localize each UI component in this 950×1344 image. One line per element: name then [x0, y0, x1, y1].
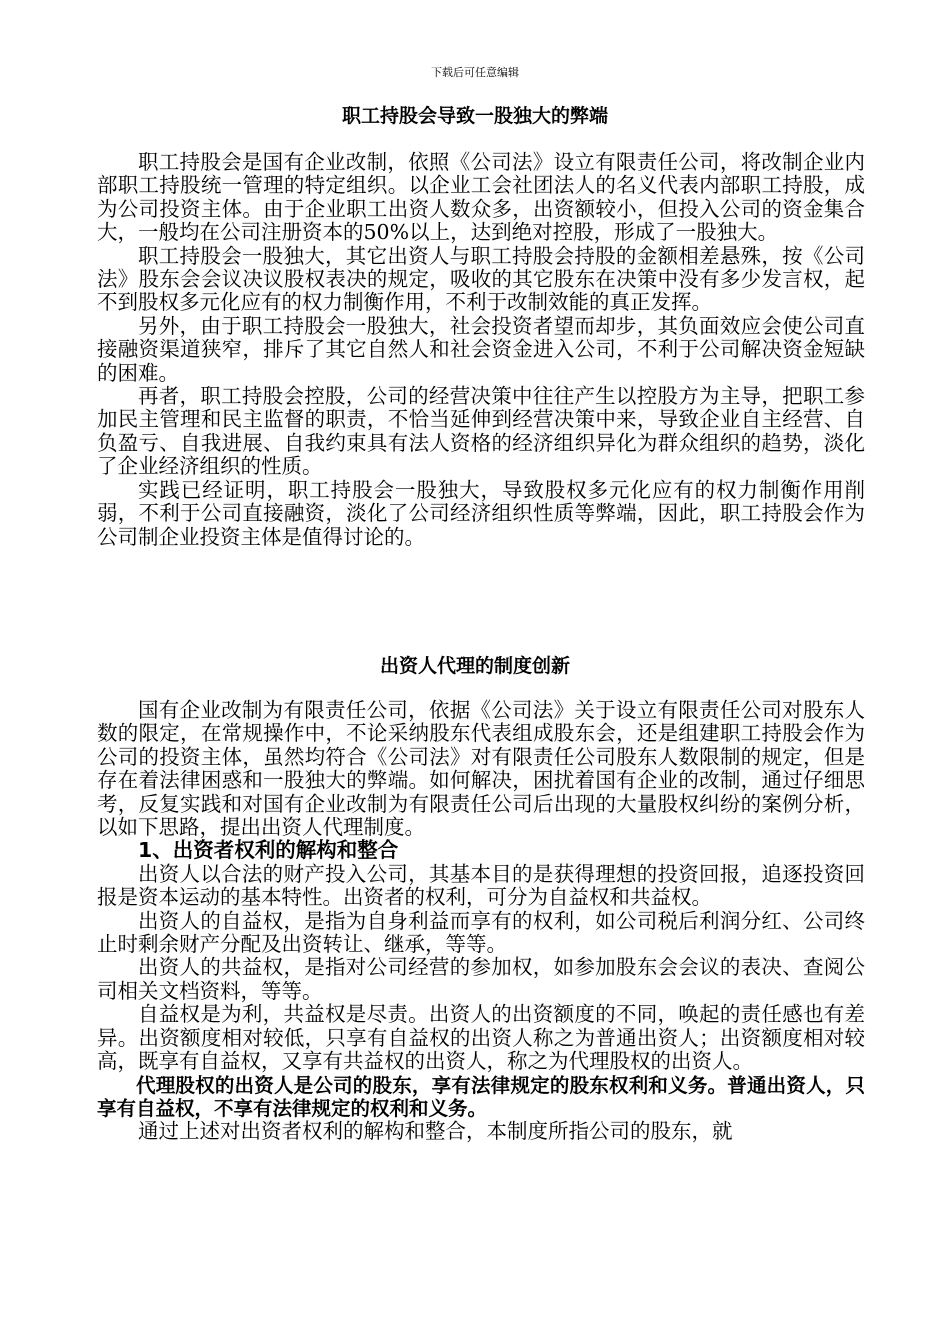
paragraph: 再者，职工持股会控股，公司的经营决策中往往产生以控股方为主导，把职工参加民主管理和民主监督的职责，不恰当延伸到经营决策中来，导致企业自主经营、自负盈亏、自我进展、自我约束具有法人资格的经济组织异化为群众组织的趋势，淡化了企业经济组织的性质。 — [97, 384, 865, 479]
paragraph: 职工持股会一股独大，其它出资人与职工持股会持股的金额相差悬殊，按《公司法》股东会会议决议股权表决的规定，吸收的其它股东在决策中没有多少发言权，起不到股权多元化应有的权力制衡作用，不利于改制效能的真正发挥。 — [97, 243, 865, 315]
section1-title: 职工持股会导致一股独大的弊端 — [341, 105, 608, 127]
header-note: 下载后可任意编辑 — [431, 66, 519, 79]
section2-title: 出资人代理的制度创新 — [379, 655, 570, 677]
section2-body — [97, 699, 865, 1144]
paragraph: 出资人的共益权，是指对公司经营的参加权，如参加股东会会议的表决、查阅公司相关文档资料，等等。 — [97, 955, 865, 1003]
paragraph: 国有企业改制为有限责任公司，依据《公司法》关于设立有限责任公司对股东人数的限定，在常规操作中，不论采纳股东代表组成股东会，还是组建职工持股会作为公司的投资主体，虽然均符合《公司法》对有限责任公司股东人数限制的规定，但是存在着法律困惑和一股独大的弊端。如何解决，困扰着国有企业的改制，通过仔细思考，反复实践和对国有企业改制为有限责任公司后出现的大量股权纠纷的案例分析，以如下思路，提出出资人代理制度。 — [97, 698, 865, 840]
paragraph: 实践已经证明，职工持股会一股独大，导致股权多元化应有的权力制衡作用削弱，不利于公司直接融资，淡化了公司经济组织性质等弊端，因此，职工持股会作为公司制企业投资主体是值得讨论的。 — [97, 477, 865, 549]
section1-body — [97, 151, 865, 549]
paragraph: 自益权是为利，共益权是尽责。出资人的出资额度的不同，唤起的责任感也有差异。出资额度相对较低，只享有自益权的出资人称之为普通出资人；出资额度相对较高，既享有自益权，又享有共益权的出资人，称之为代理股权的出资人。 — [97, 1002, 865, 1074]
paragraph: 职工持股会是国有企业改制，依照《公司法》设立有限责任公司，将改制企业内部职工持股统一管理的特定组织。以企业工会社团法人的名义代表内部职工持股，成为公司投资主体。由于企业职工出资人数众多，出资额较小，但投入公司的资金集合大，一般均在公司注册资本的50%以上，达到绝对控股，形成了一股独大。 — [97, 150, 865, 245]
paragraph: 出资人的自益权，是指为自身利益而享有的权利，如公司税后利润分红、公司终止时剩余财产分配及出资转让、继承，等等。 — [97, 908, 865, 957]
paragraph: 通过上述对出资者权利的解构和整合，本制度所指公司的股东，就 — [138, 1119, 733, 1144]
paragraph: 出资人以合法的财产投入公司，其基本目的是获得理想的投资回报，追逐投资回报是资本运动的基本特性。出资者的权利，可分为自益权和共益权。 — [97, 861, 865, 910]
paragraph: 另外，由于职工持股会一股独大，社会投资者望而却步，其负面效应会使公司直接融资渠道狭窄，排斥了其它自然人和社会资金进入公司，不利于公司解决资金短缺的困难。 — [97, 313, 865, 385]
subheading: 1、出资者权利的解构和整合 — [138, 838, 399, 863]
bold-paragraph: 代理股权的出资人是公司的股东，享有法律规定的股东权利和义务。普通出资人，只享有自益权，不享有法律规定的权利和义务。 — [97, 1073, 865, 1120]
